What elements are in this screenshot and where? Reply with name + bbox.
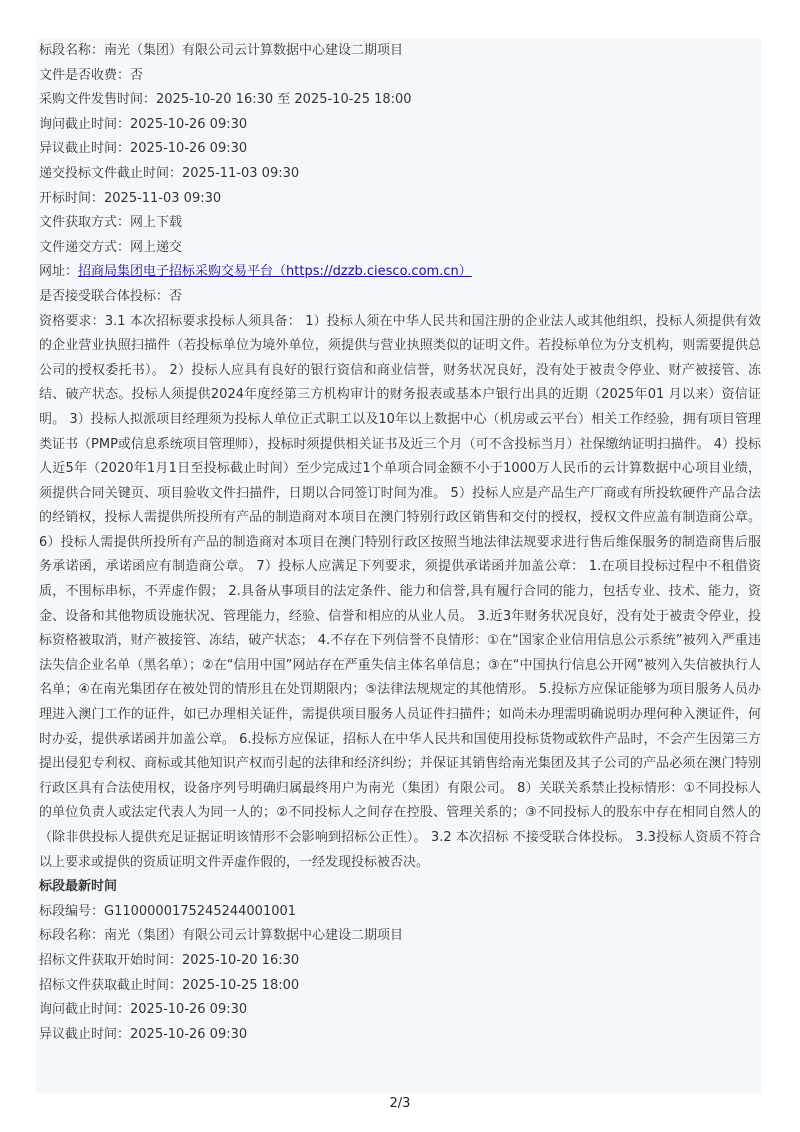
section-number: 标段编号：G1100000175245244001001 <box>39 903 297 919</box>
obtain-start-time: 招标文件获取开始时间：2025-10-20 16:30 <box>39 952 300 968</box>
submission-deadline: 递交投标文件截止时间：2025-11-03 09:30 <box>39 165 300 181</box>
page-number: 2/3 <box>389 1096 411 1111</box>
qualification-requirements: 资格要求：3.1 本次招标要求投标人须具备： 1）投标人须在中华人民共和国注册的企业法人或其他组织，投标人须提供有效的企业营业执照扫描件（若投标单位为境外单位，须提供与营业执照类似的证明文件。若投标单位为分支机构，则需要提供总公司的授权委托书）。 2）投标人应具有良好的银行资信和商业信誉，财务状况良好，没有处于被责令停业、财产被接管、冻结、破产状态。投标人须提供2024年度经第三方机构审计的财务报表或基本户银行出具的近期（2025年01 月以来）资信证明。 3）投标人拟派项目经理须为投标人单位正式职工以及10年以上数据中心（机房或云平台）相关工作经验，拥有项目管理类证书（PMP或信息系统项目管理师），投标时须提供相关证书及近三个月（可不含投标当月）社保缴纳证明扫描件。 4）投标人近5年（2020年1月1日至投标截止时间）至少完成过1个单项合同金额不小于1000万人民币的云计算数据中心项目业绩，须提供合同关键页、项目验收文件扫描件，日期以合同签订时间为准。 5）投标人应是产品生产厂商或有所投软硬件产品合法的经销权，投标人需提供所投所有产品的制造商对本项目在澳门特别行政区销售和交付的授权，授权文件应盖有制造商公章。 6）投标人需提供所投所有产品的制造商对本项目在澳门特别行政区按照当地法律法规要求进行售后维保服务的制造商售后服务承诺函，承诺函应有制造商公章。 7）投标人应满足下列要求，须提供承诺函并加盖公章： 1.在项目投标过程中不租借资质，不围标串标，不弄虚作假； 2.具备从事项目的法定条件、能力和信誉,具有履行合同的能力，包括专业、技术、能力，资金、设备和其他物质设施状况、管理能力，经验、信誉和相应的从业人员。 3.近3年财务状况良好，没有处于被责令停业，投标资格被取消，财产被接管、冻结，破产状态； 4.不存在下列信誉不良情形：①在“国家企业信用信息公示系统”被列入严重违法失信企业名单（黑名单）；②在“信用中国”网站存在严重失信主体名单信息；③在“中国执行信息公开网”被列入失信被执行人名单；④在南光集团存在被处罚的情形且在处罚期限内；⑤法律法规规定的其他情形。 5.投标方应保证能够为项目服务人员办理进入澳门工作的证件，如已办理相关证件，需提供项目服务人员证件扫描件；如尚未办理需明确说明办理何种入澳证件，何时办妥，提供承诺函并加盖公章。 6.投标方应保证，招标人在中华人民共和国使用投标货物或软件产品时，不会产生因第三方提出侵犯专利权、商标或其他知识产权而引起的法律和经济纠纷；并保证其销售给南光集团及其子公司的产品必须在澳门特别行政区具有合法使用权，设备序列号明确归属最终用户为南光（集团）有限公司。 8）关联关系禁止投标情形：①不同投标人的单位负责人或法定代表人为同一人的；②不同投标人之间存在控股、管理关系的；③不同投标人的股东中存在相同自然人的（除非供投标人提供充足证据证明该情形不会影响到招标公正性）。 3.2 本次招标 不接受联合体投标。 3.3投标人资质不符合以上要求或提供的资质证明文件弄虚作假的，一经发现投标被否决。 <box>39 313 761 870</box>
website-row <box>39 260 761 285</box>
announcement-body <box>36 39 761 1093</box>
sale-time: 采购文件发售时间：2025-10-20 16:30 至 2025-10-25 18:00 <box>39 92 412 108</box>
objection-deadline: 异议截止时间：2025-10-26 09:30 <box>39 141 248 157</box>
submit-method: 文件递交方式：网上递交 <box>39 239 183 255</box>
section-heading: 标段最新时间 <box>39 879 118 895</box>
obtain-method: 文件获取方式：网上下载 <box>39 215 183 231</box>
consortium-status: 是否接受联合体投标：否 <box>39 288 183 304</box>
website-link[interactable]: 招商局集团电子招标采购交易平台（https://dzzb.ciesco.com.cn） <box>78 264 472 280</box>
tender-name-2: 标段名称：南光（集团）有限公司云计算数据中心建设二期项目 <box>39 928 404 944</box>
objection-deadline-2: 异议截止时间：2025-10-26 09:30 <box>39 1026 248 1042</box>
fee-status: 文件是否收费：否 <box>39 67 144 83</box>
inquiry-deadline-2: 询问截止时间：2025-10-26 09:30 <box>39 1002 248 1018</box>
website-label: 网址： <box>39 264 79 280</box>
opening-time: 开标时间：2025-11-03 09:30 <box>39 190 222 206</box>
obtain-end-time: 招标文件获取截止时间：2025-10-25 18:00 <box>39 977 300 993</box>
tender-name: 标段名称：南光（集团）有限公司云计算数据中心建设二期项目 <box>39 43 404 58</box>
inquiry-deadline: 询问截止时间：2025-10-26 09:30 <box>39 116 248 132</box>
